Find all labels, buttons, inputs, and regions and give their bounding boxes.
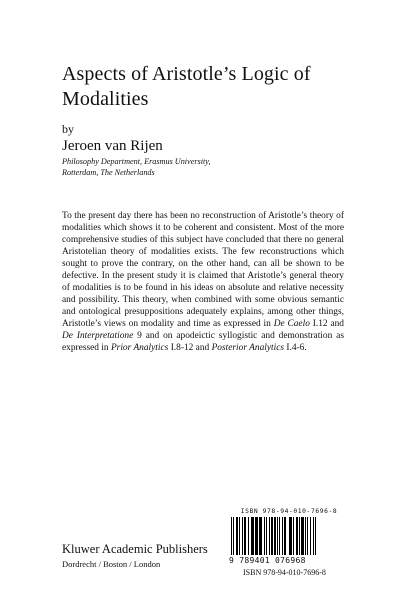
blurb-italic-run: De Interpretatione <box>62 331 134 341</box>
ean-digits: 9 789401 076968 <box>229 556 306 565</box>
publisher-cities: Dordrecht / Boston / London <box>62 559 161 569</box>
author-name: Jeroen van Rijen <box>62 138 163 154</box>
blurb-run: 9 and on apodeictic syllogistic and demonstration as expressed in <box>62 331 344 353</box>
publisher-name: Kluwer Academic Publishers <box>62 542 208 556</box>
blurb-run: I.8-12 and <box>168 343 212 353</box>
barcode-bar <box>315 517 316 555</box>
barcode-block <box>229 508 349 576</box>
affiliation-line-2: Rotterdam, The Netherlands <box>62 167 155 177</box>
affiliation-line-1: Philosophy Department, Erasmus University, <box>62 157 211 166</box>
blurb-italic-run: Prior Analytics <box>110 343 169 353</box>
isbn-top-label: ISBN 978-94-010-7696-8 <box>240 508 338 515</box>
blurb-run: I.4-6. <box>284 343 307 353</box>
isbn-bottom-label: ISBN 978-94-010-7696-8 <box>243 568 326 577</box>
barcode-image <box>231 517 347 555</box>
blurb-run: I.12 and <box>309 319 344 329</box>
blurb-text <box>62 210 344 354</box>
blurb-italic-run: De Caelo <box>273 319 310 329</box>
author-affiliation <box>62 157 322 178</box>
blurb-italic-run: Posterior Analytics <box>211 343 285 353</box>
book-title: Aspects of Aristotle’s Logic of Modalities <box>62 63 311 110</box>
byline: by <box>62 122 74 136</box>
blurb-run: To the present day there has been no reconstruction of Aristotle’s theory of modalities which shows it to be coherent and consistent. Most of the more comprehensive studies of this subject have concluded that there no general Aristotelian theory of modalities exists. The few reconstructions which sought to prove the contrary, on the other hand, can all be shown to be defective. In the present study it is claimed that Aristotle’s general theory of modalities is to be found in his ideas on absolute and relative necessity and possibility. This theory, when combined with some obvious semantic and ontological presuppositions adequately explains, among other things, Aristotle’s views on modality and time as expressed in <box>62 211 344 329</box>
